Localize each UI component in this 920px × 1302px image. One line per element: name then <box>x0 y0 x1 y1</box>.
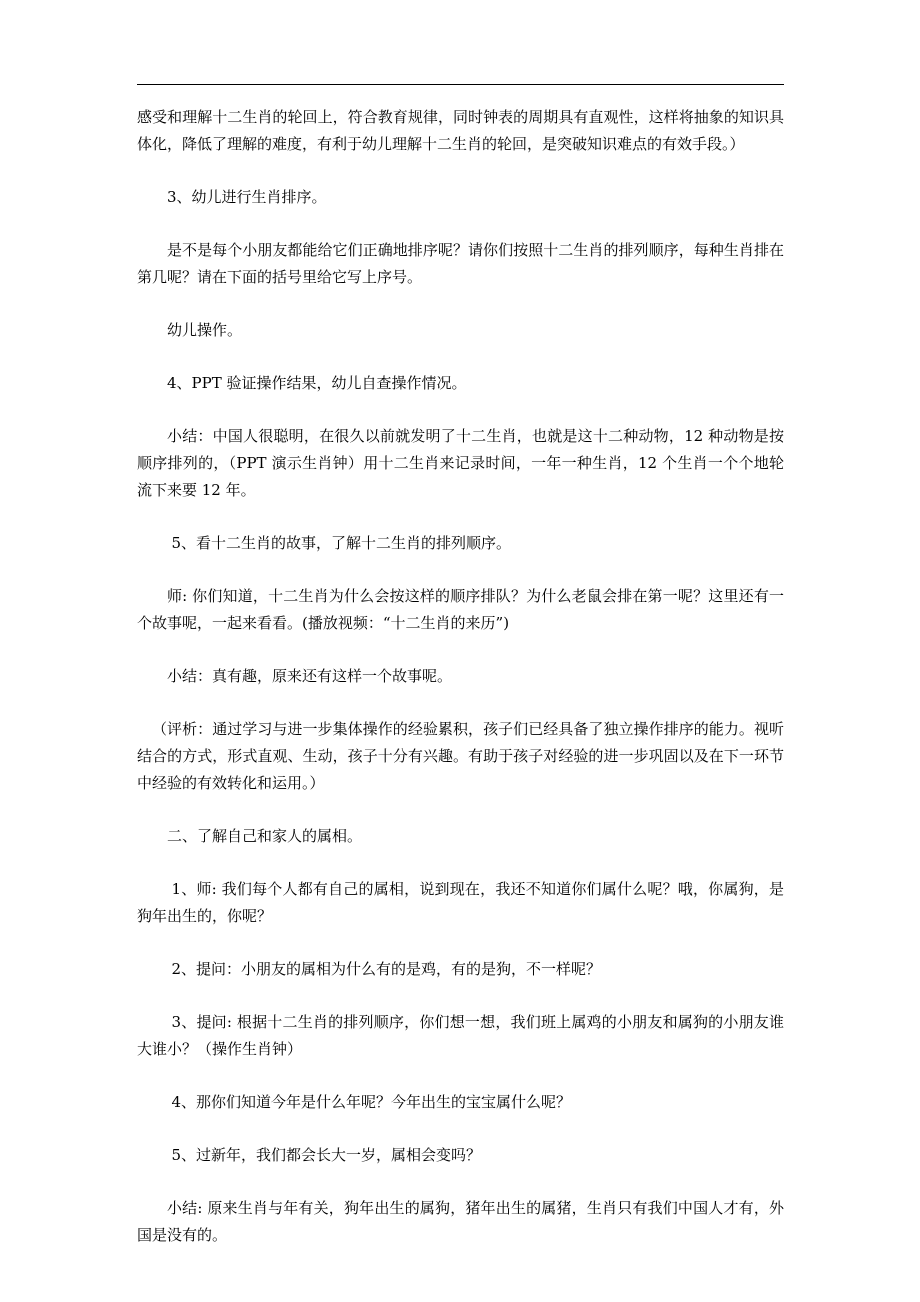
paragraph-question-4: 4、那你们知道今年是什么年呢？今年出生的宝宝属什么呢？ <box>171 1093 572 1111</box>
heading-step-5: 5、看十二生肖的故事，了解十二生肖的排列顺序。 <box>171 534 512 552</box>
paragraph-intro-continuation: 感受和理解十二生肖的轮回上，符合教育规律，同时钟表的周期具有直观性，这样将抽象的知识具体化，降低了理解的难度，有利于幼儿理解十二生肖的轮回，是突破知识难点的有效手段。） <box>137 108 784 153</box>
header-rule <box>137 84 784 85</box>
heading-section-2: 二、了解自己和家人的属相。 <box>167 827 363 845</box>
paragraph-question-1: 1、师: 我们每个人都有自己的属相，说到现在，我还不知道你们属什么呢？哦，你属狗，是狗年出生的，你呢？ <box>137 880 784 925</box>
paragraph-question-2: 2、提问：小朋友的属相为什么有的是鸡，有的是狗，不一样呢？ <box>171 960 602 978</box>
paragraph-evaluation: （评析：通过学习与进一步集体操作的经验累积，孩子们已经具备了独立操作排序的能力。视听结合的方式，形式直观、生动，孩子十分有兴趣。有助于孩子对经验的进一步巩固以及在下一环节中经验的有效转化和运用。） <box>137 720 784 792</box>
paragraph-question-3: 3、提问: 根据十二生肖的排列顺序，你们想一想，我们班上属鸡的小朋友和属狗的小朋友谁大谁小？（操作生肖钟） <box>137 1013 784 1058</box>
paragraph-summary-1: 小结：中国人很聪明，在很久以前就发明了十二生肖，也就是这十二种动物，12 种动物是按顺序排列的，（PPT 演示生肖钟）用十二生肖来记录时间，一年一种生肖，12 个生肖一个个地轮流下来要 12 年。 <box>137 427 784 499</box>
heading-step-4: 4、PPT 验证操作结果，幼儿自查操作情况。 <box>167 374 467 392</box>
paragraph-sorting-question: 是不是每个小朋友都能给它们正确地排序呢？请你们按照十二生肖的排列顺序，每种生肖排在第几呢？请在下面的括号里给它写上序号。 <box>137 241 784 286</box>
paragraph-summary-2: 小结：真有趣，原来还有这样一个故事呢。 <box>167 667 453 685</box>
paragraph-question-5: 5、过新年，我们都会长大一岁，属相会变吗？ <box>171 1146 482 1164</box>
paragraph-children-operate: 幼儿操作。 <box>167 321 243 339</box>
heading-step-3: 3、幼儿进行生肖排序。 <box>167 188 327 206</box>
document-body <box>137 104 784 1275</box>
paragraph-teacher-story: 师: 你们知道，十二生肖为什么会按这样的顺序排队？为什么老鼠会排在第一呢？这里还有一个故事呢，一起来看看。(播放视频：“十二生肖的来历”) <box>137 587 784 632</box>
paragraph-summary-3: 小结: 原来生肖与年有关，狗年出生的属狗，猪年出生的属猪，生肖只有我们中国人才有，外国是没有的。 <box>137 1199 784 1244</box>
